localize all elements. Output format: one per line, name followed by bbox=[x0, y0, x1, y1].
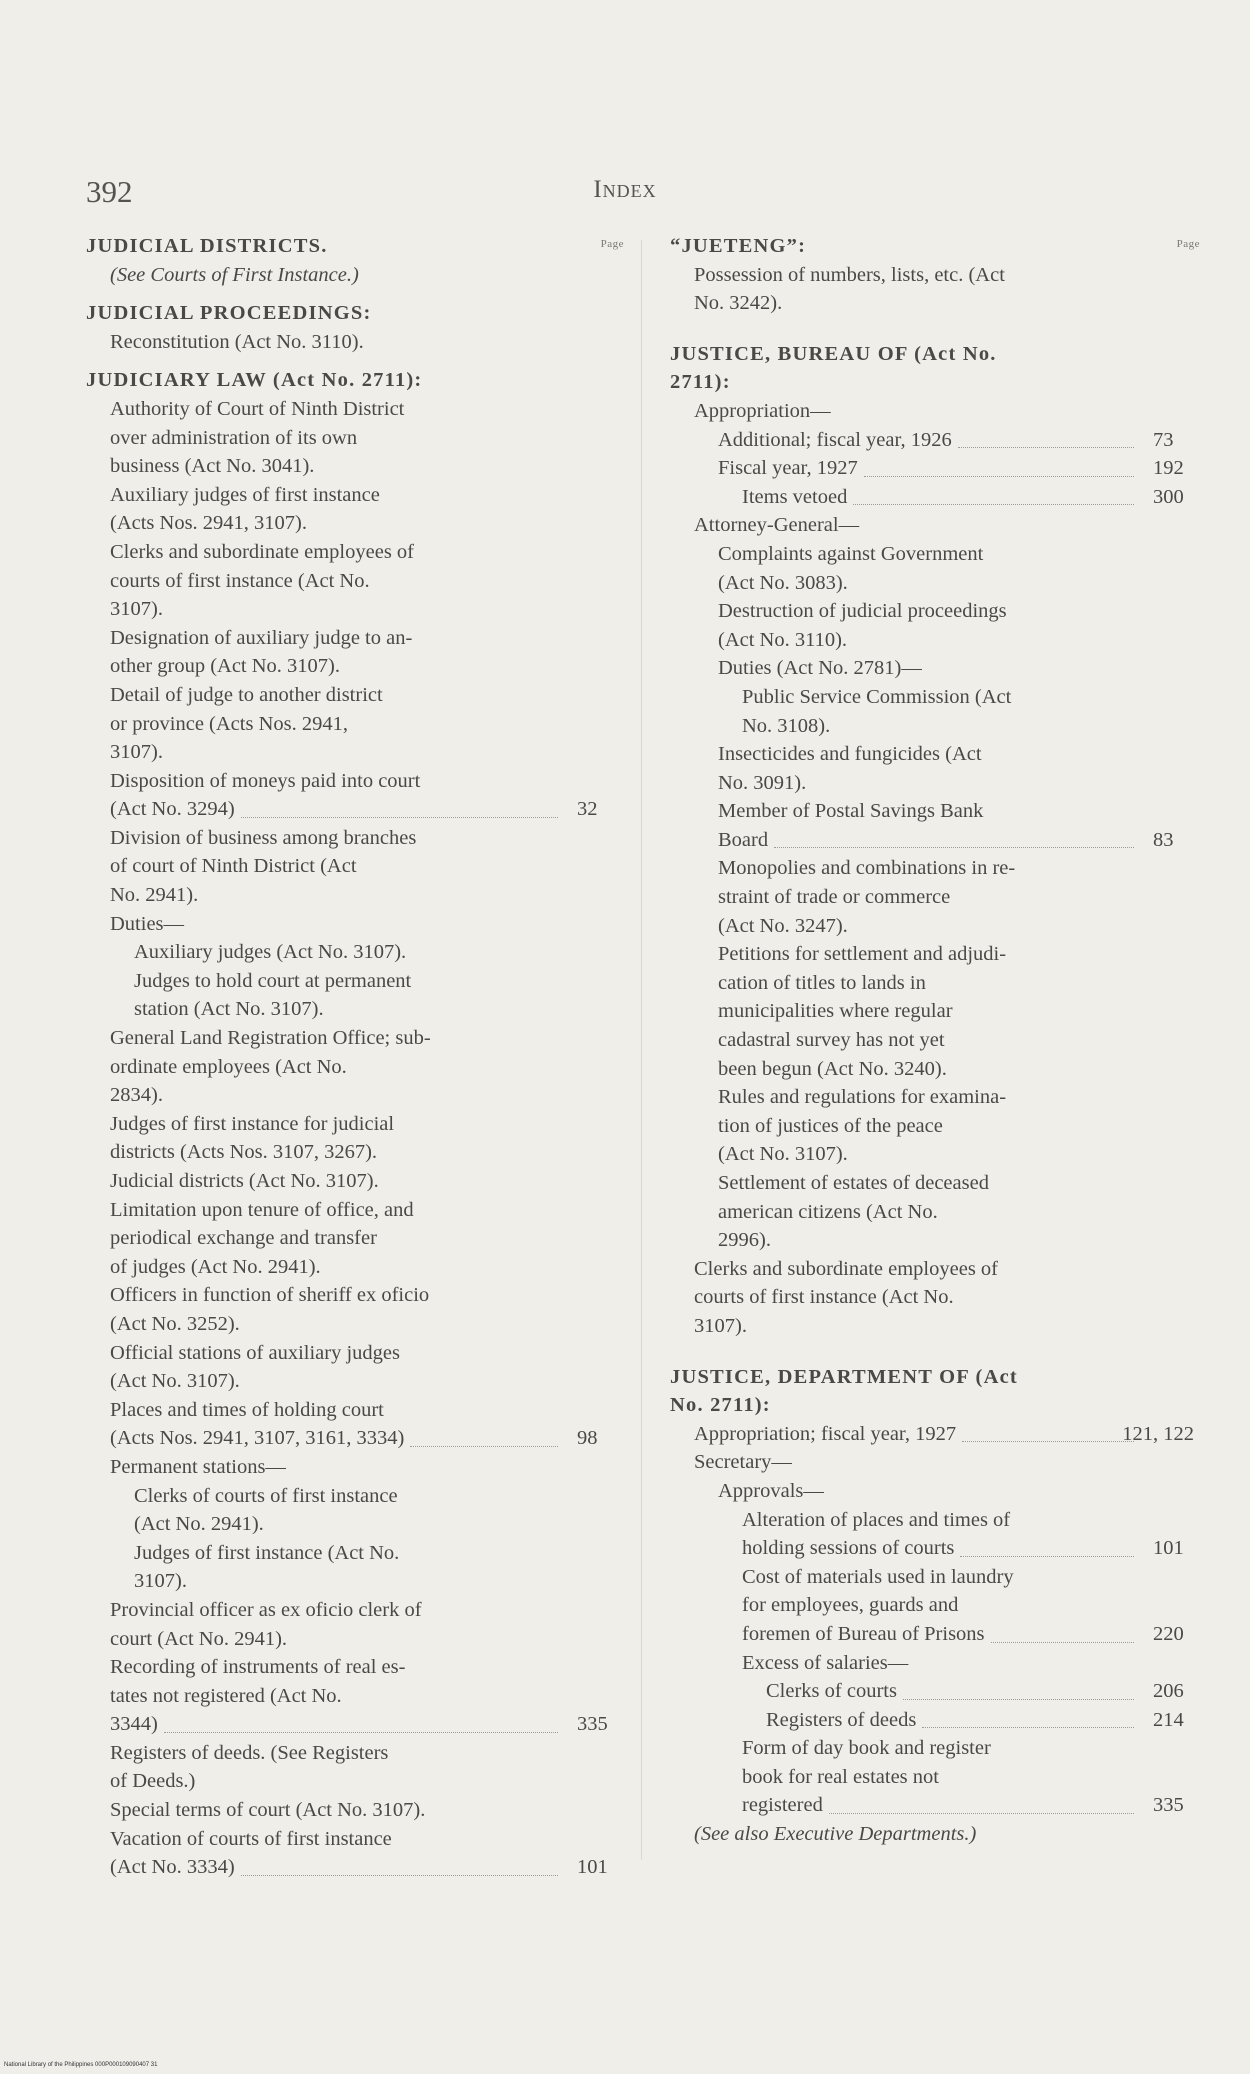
index-entry bbox=[670, 654, 1200, 683]
leader-dots bbox=[410, 1446, 558, 1447]
entry-line: Official stations of auxiliary judges bbox=[110, 1341, 400, 1364]
entry-line: Excess of salaries— bbox=[742, 1651, 909, 1674]
entry-line: of court of Ninth District (Act bbox=[110, 855, 357, 878]
entry-line: Clerks of courts of first instance bbox=[134, 1484, 398, 1507]
index-entry bbox=[670, 597, 1200, 654]
entry-line: book for real estates not bbox=[742, 1765, 939, 1788]
entry-line: Clerks and subordinate employees of bbox=[110, 540, 415, 563]
entry-line: Registers of deeds bbox=[766, 1708, 917, 1731]
entry-line: Duties— bbox=[110, 912, 185, 935]
entry-line: Alteration of places and times of bbox=[742, 1508, 1011, 1531]
index-entry bbox=[86, 624, 624, 681]
entry-line: over administration of its own bbox=[110, 426, 358, 449]
entry-line: Disposition of moneys paid into court bbox=[110, 769, 421, 792]
page-header bbox=[0, 168, 1250, 218]
index-entry bbox=[86, 1196, 624, 1282]
index-entry: Vacation of courts of first instance (Act No. 3334) 101 bbox=[86, 1825, 624, 1882]
index-entry bbox=[670, 940, 1200, 1083]
entry-line: Rules and regulations for examina- bbox=[718, 1086, 1007, 1109]
index-entry bbox=[670, 1477, 1200, 1506]
index-entry bbox=[86, 1796, 624, 1825]
entry-line: Board bbox=[718, 828, 769, 851]
page-column-label: Page bbox=[1176, 238, 1200, 250]
entry-line: General Land Registration Office; sub- bbox=[110, 1027, 431, 1050]
entry-line: Appropriation— bbox=[694, 399, 831, 422]
index-column-right bbox=[670, 232, 1200, 1849]
index-entry bbox=[670, 1420, 1200, 1449]
index-entry bbox=[86, 938, 624, 967]
footer-attribution: National Library of the Philippines 000P000109090407 31 bbox=[4, 2062, 158, 2068]
entry-line: Clerks and subordinate employees of bbox=[694, 1257, 999, 1280]
entry-line: Limitation upon tenure of office, and bbox=[110, 1198, 414, 1221]
entry-line: business (Act No. 3041). bbox=[110, 455, 315, 478]
entry-line: Detail of judge to another district bbox=[110, 683, 383, 706]
index-entry bbox=[670, 232, 1200, 261]
entry-line: Clerks of courts bbox=[766, 1680, 897, 1703]
entry-line: cation of titles to lands in bbox=[718, 971, 926, 994]
index-entry bbox=[86, 1339, 624, 1396]
entry-line: (Act No. 3110). bbox=[718, 628, 848, 651]
index-entry bbox=[670, 540, 1200, 597]
leader-dots bbox=[903, 1699, 1134, 1700]
entry-line: periodical exchange and transfer bbox=[110, 1227, 377, 1250]
entry-line: districts (Acts Nos. 3107, 3267). bbox=[110, 1141, 378, 1164]
entry-line: Recording of instruments of real es- bbox=[110, 1656, 406, 1679]
index-entry bbox=[670, 261, 1200, 318]
entry-line: No. 3108). bbox=[742, 714, 831, 737]
leader-dots bbox=[164, 1732, 558, 1733]
entry-line: Secretary— bbox=[694, 1451, 792, 1474]
index-entry: Additional; fiscal year, 1926 73 bbox=[670, 426, 1200, 455]
index-entry: Items vetoed 300 bbox=[670, 483, 1200, 512]
page-number: 392 bbox=[86, 174, 133, 209]
entry-line: Judges of first instance for judicial bbox=[110, 1112, 395, 1135]
index-entry bbox=[670, 397, 1200, 426]
entry-line: other group (Act No. 3107). bbox=[110, 655, 341, 678]
entry-line: Provincial officer as ex oficio clerk of bbox=[110, 1598, 422, 1621]
index-entry bbox=[670, 340, 1200, 397]
index-entry bbox=[670, 683, 1200, 740]
entry-line: (Act No. 3083). bbox=[718, 571, 848, 594]
index-entry bbox=[670, 1255, 1200, 1341]
entry-line: or province (Acts Nos. 2941, bbox=[110, 712, 348, 735]
entry-line: (See also Executive Departments.) bbox=[694, 1823, 977, 1846]
entry-line: station (Act No. 3107). bbox=[134, 998, 324, 1021]
index-entry bbox=[670, 1820, 1200, 1849]
index-entry bbox=[86, 1024, 624, 1110]
leader-dots bbox=[960, 1556, 1134, 1557]
entry-line: Judges to hold court at permanent bbox=[134, 969, 412, 992]
index-entry bbox=[670, 740, 1200, 797]
column-divider bbox=[641, 240, 642, 1860]
entry-line: Registers of deeds. (See Registers bbox=[110, 1741, 389, 1764]
index-entry bbox=[670, 854, 1200, 940]
leader-dots bbox=[829, 1813, 1134, 1814]
index-entry bbox=[86, 538, 624, 624]
leader-dots bbox=[853, 504, 1134, 505]
entry-line: 3107). bbox=[134, 1570, 187, 1593]
index-entry bbox=[86, 328, 624, 357]
index-entry bbox=[86, 910, 624, 939]
entry-line: Cost of materials used in laundry bbox=[742, 1565, 1014, 1588]
entry-line: Officers in function of sheriff ex oficio bbox=[110, 1284, 430, 1307]
entry-line: 3344) bbox=[110, 1713, 158, 1736]
entry-line: Monopolies and combinations in re- bbox=[718, 857, 1016, 880]
entry-line: ordinate employees (Act No. bbox=[110, 1055, 347, 1078]
index-entry bbox=[86, 366, 624, 395]
entry-line: Appropriation; fiscal year, 1927 bbox=[694, 1422, 957, 1445]
entry-line: court (Act No. 2941). bbox=[110, 1627, 288, 1650]
entry-line: been begun (Act No. 3240). bbox=[718, 1057, 947, 1080]
entry-line: 2834). bbox=[110, 1084, 163, 1107]
leader-dots bbox=[922, 1727, 1134, 1728]
entry-line: (Act No. 3247). bbox=[718, 914, 848, 937]
page-column-label: Page bbox=[600, 238, 624, 250]
entry-line: Petitions for settlement and adjudi- bbox=[718, 943, 1007, 966]
entry-line: cadastral survey has not yet bbox=[718, 1029, 945, 1052]
index-entry: Fiscal year, 1927 192 bbox=[670, 454, 1200, 483]
entry-line: tates not registered (Act No. bbox=[110, 1684, 342, 1707]
leader-dots bbox=[962, 1441, 1134, 1442]
entry-line: (Acts Nos. 2941, 3107, 3161, 3334) bbox=[110, 1427, 405, 1450]
index-entry bbox=[86, 1453, 624, 1482]
index-entry bbox=[86, 1281, 624, 1338]
entry-line: Fiscal year, 1927 bbox=[718, 457, 858, 480]
entry-line: (Act No. 3334) bbox=[110, 1856, 235, 1879]
entry-line: of judges (Act No. 2941). bbox=[110, 1255, 321, 1278]
index-entry: Form of day book and register book for real estates not registered 335 bbox=[670, 1734, 1200, 1820]
entry-line: (Act No. 3107). bbox=[718, 1143, 848, 1166]
entry-line: Duties (Act No. 2781)— bbox=[718, 657, 922, 680]
index-entry bbox=[86, 1739, 624, 1796]
entry-line: 2711): bbox=[670, 371, 731, 394]
index-entry: Places and times of holding court (Acts Nos. 2941, 3107, 3161, 3334) 98 bbox=[86, 1396, 624, 1453]
entry-line: No. 3242). bbox=[694, 292, 783, 315]
index-entry bbox=[86, 299, 624, 328]
entry-line: Additional; fiscal year, 1926 bbox=[718, 428, 952, 451]
entry-line: Public Service Commission (Act bbox=[742, 685, 1012, 708]
entry-line: JUDICIAL DISTRICTS. bbox=[86, 235, 328, 257]
entry-line: JUDICIARY LAW (Act No. 2711): bbox=[86, 369, 423, 392]
page-reference: 121, 122 bbox=[1122, 1422, 1194, 1445]
leader-dots bbox=[958, 447, 1134, 448]
entry-line: Insecticides and fungicides (Act bbox=[718, 743, 982, 766]
index-entry bbox=[86, 1110, 624, 1167]
entry-line: 3107). bbox=[110, 598, 163, 621]
entry-line: Possession of numbers, lists, etc. (Act bbox=[694, 263, 1005, 286]
entry-line: Form of day book and register bbox=[742, 1737, 991, 1760]
entry-line: 2996). bbox=[718, 1229, 771, 1252]
entry-line: Items vetoed bbox=[742, 485, 848, 508]
entry-line: JUDICIAL PROCEEDINGS: bbox=[86, 302, 372, 325]
entry-line: american citizens (Act No. bbox=[718, 1200, 938, 1223]
entry-line: tion of justices of the peace bbox=[718, 1114, 943, 1137]
entry-line: No. 3091). bbox=[718, 771, 807, 794]
entry-line: Attorney-General— bbox=[694, 514, 860, 537]
index-entry bbox=[86, 1539, 624, 1596]
entry-line: JUSTICE, DEPARTMENT OF (Act bbox=[670, 1365, 1018, 1388]
entry-line: for employees, guards and bbox=[742, 1594, 959, 1617]
entry-line: Reconstitution (Act No. 3110). bbox=[110, 330, 364, 353]
index-entry bbox=[86, 967, 624, 1024]
entry-line: Judicial districts (Act No. 3107). bbox=[110, 1170, 379, 1192]
entry-line: Approvals— bbox=[718, 1479, 824, 1502]
index-entry: Clerks of courts 206 bbox=[670, 1677, 1200, 1706]
index-entry bbox=[86, 261, 624, 290]
entry-line: Places and times of holding court bbox=[110, 1398, 384, 1421]
right-entries bbox=[670, 232, 1200, 1849]
entry-line: Authority of Court of Ninth District bbox=[110, 397, 405, 420]
index-entry: Alteration of places and times of holding sessions of courts 101 bbox=[670, 1506, 1200, 1563]
leader-dots bbox=[864, 476, 1134, 477]
entry-line: No. 2941). bbox=[110, 884, 199, 907]
entry-line: straint of trade or commerce bbox=[718, 886, 951, 909]
index-entry bbox=[670, 1649, 1200, 1678]
entry-line: Auxiliary judges (Act No. 3107). bbox=[134, 941, 407, 964]
index-entry bbox=[670, 1448, 1200, 1477]
entry-line: Complaints against Government bbox=[718, 542, 984, 565]
entry-line: municipalities where regular bbox=[718, 1000, 953, 1023]
index-entry bbox=[86, 824, 624, 910]
entry-line: courts of first instance (Act No. bbox=[694, 1286, 954, 1309]
entry-line: No. 2711): bbox=[670, 1394, 771, 1417]
entry-line: Member of Postal Savings Bank bbox=[718, 800, 984, 823]
entry-line: of Deeds.) bbox=[110, 1770, 196, 1793]
entry-line: Settlement of estates of deceased bbox=[718, 1172, 989, 1194]
index-entry bbox=[86, 1167, 624, 1196]
page-title: Index bbox=[593, 176, 657, 203]
entry-line: (Act No. 3252). bbox=[110, 1312, 240, 1335]
entry-line: Designation of auxiliary judge to an- bbox=[110, 626, 413, 649]
entry-line: (Act No. 2941). bbox=[134, 1513, 264, 1536]
index-entry bbox=[86, 681, 624, 767]
index-column-left bbox=[86, 232, 624, 1882]
entry-line: (Acts Nos. 2941, 3107). bbox=[110, 512, 308, 535]
index-entry bbox=[86, 481, 624, 538]
entry-line: 3107). bbox=[694, 1314, 747, 1337]
index-entry: Disposition of moneys paid into court (Act No. 3294) 32 bbox=[86, 767, 624, 824]
index-entry bbox=[670, 1169, 1200, 1255]
leader-dots bbox=[774, 847, 1134, 848]
index-entry: Recording of instruments of real es- tates not registered (Act No. 3344) 335 bbox=[86, 1653, 624, 1739]
entry-line: (Act No. 3107). bbox=[110, 1370, 240, 1393]
index-entry bbox=[670, 1083, 1200, 1169]
entry-line: holding sessions of courts bbox=[742, 1537, 955, 1560]
leader-dots bbox=[241, 1875, 558, 1876]
entry-line: 3107). bbox=[110, 741, 163, 764]
index-entry: Member of Postal Savings Bank Board 83 bbox=[670, 797, 1200, 854]
index-entry bbox=[86, 1596, 624, 1653]
leader-dots bbox=[991, 1642, 1134, 1643]
entry-line: “JUETENG”: bbox=[670, 235, 807, 257]
index-entry bbox=[86, 395, 624, 481]
index-entry: Cost of materials used in laundry for employees, guards and foremen of Bureau of Prisons 220 bbox=[670, 1563, 1200, 1649]
entry-line: JUSTICE, BUREAU OF (Act No. bbox=[670, 342, 997, 365]
entry-line: foremen of Bureau of Prisons bbox=[742, 1622, 985, 1645]
entry-line: Vacation of courts of first instance bbox=[110, 1827, 392, 1850]
index-entry bbox=[670, 511, 1200, 540]
entry-line: (Act No. 3294) bbox=[110, 798, 235, 821]
entry-line: (See Courts of First Instance.) bbox=[110, 263, 359, 286]
entry-line: Division of business among branches bbox=[110, 826, 417, 849]
index-entry bbox=[670, 1363, 1200, 1420]
leader-dots bbox=[241, 817, 558, 818]
entry-line: Special terms of court (Act No. 3107). bbox=[110, 1799, 426, 1822]
entry-line: Destruction of judicial proceedings bbox=[718, 600, 1007, 623]
left-entries bbox=[86, 232, 624, 1882]
entry-line: Judges of first instance (Act No. bbox=[134, 1541, 400, 1564]
index-entry: Registers of deeds 214 bbox=[670, 1706, 1200, 1735]
entry-line: registered bbox=[742, 1794, 823, 1817]
entry-line: Permanent stations— bbox=[110, 1455, 286, 1478]
index-entry bbox=[86, 1482, 624, 1539]
entry-line: courts of first instance (Act No. bbox=[110, 569, 370, 592]
entry-line: Auxiliary judges of first instance bbox=[110, 483, 380, 506]
index-entry bbox=[86, 232, 624, 261]
